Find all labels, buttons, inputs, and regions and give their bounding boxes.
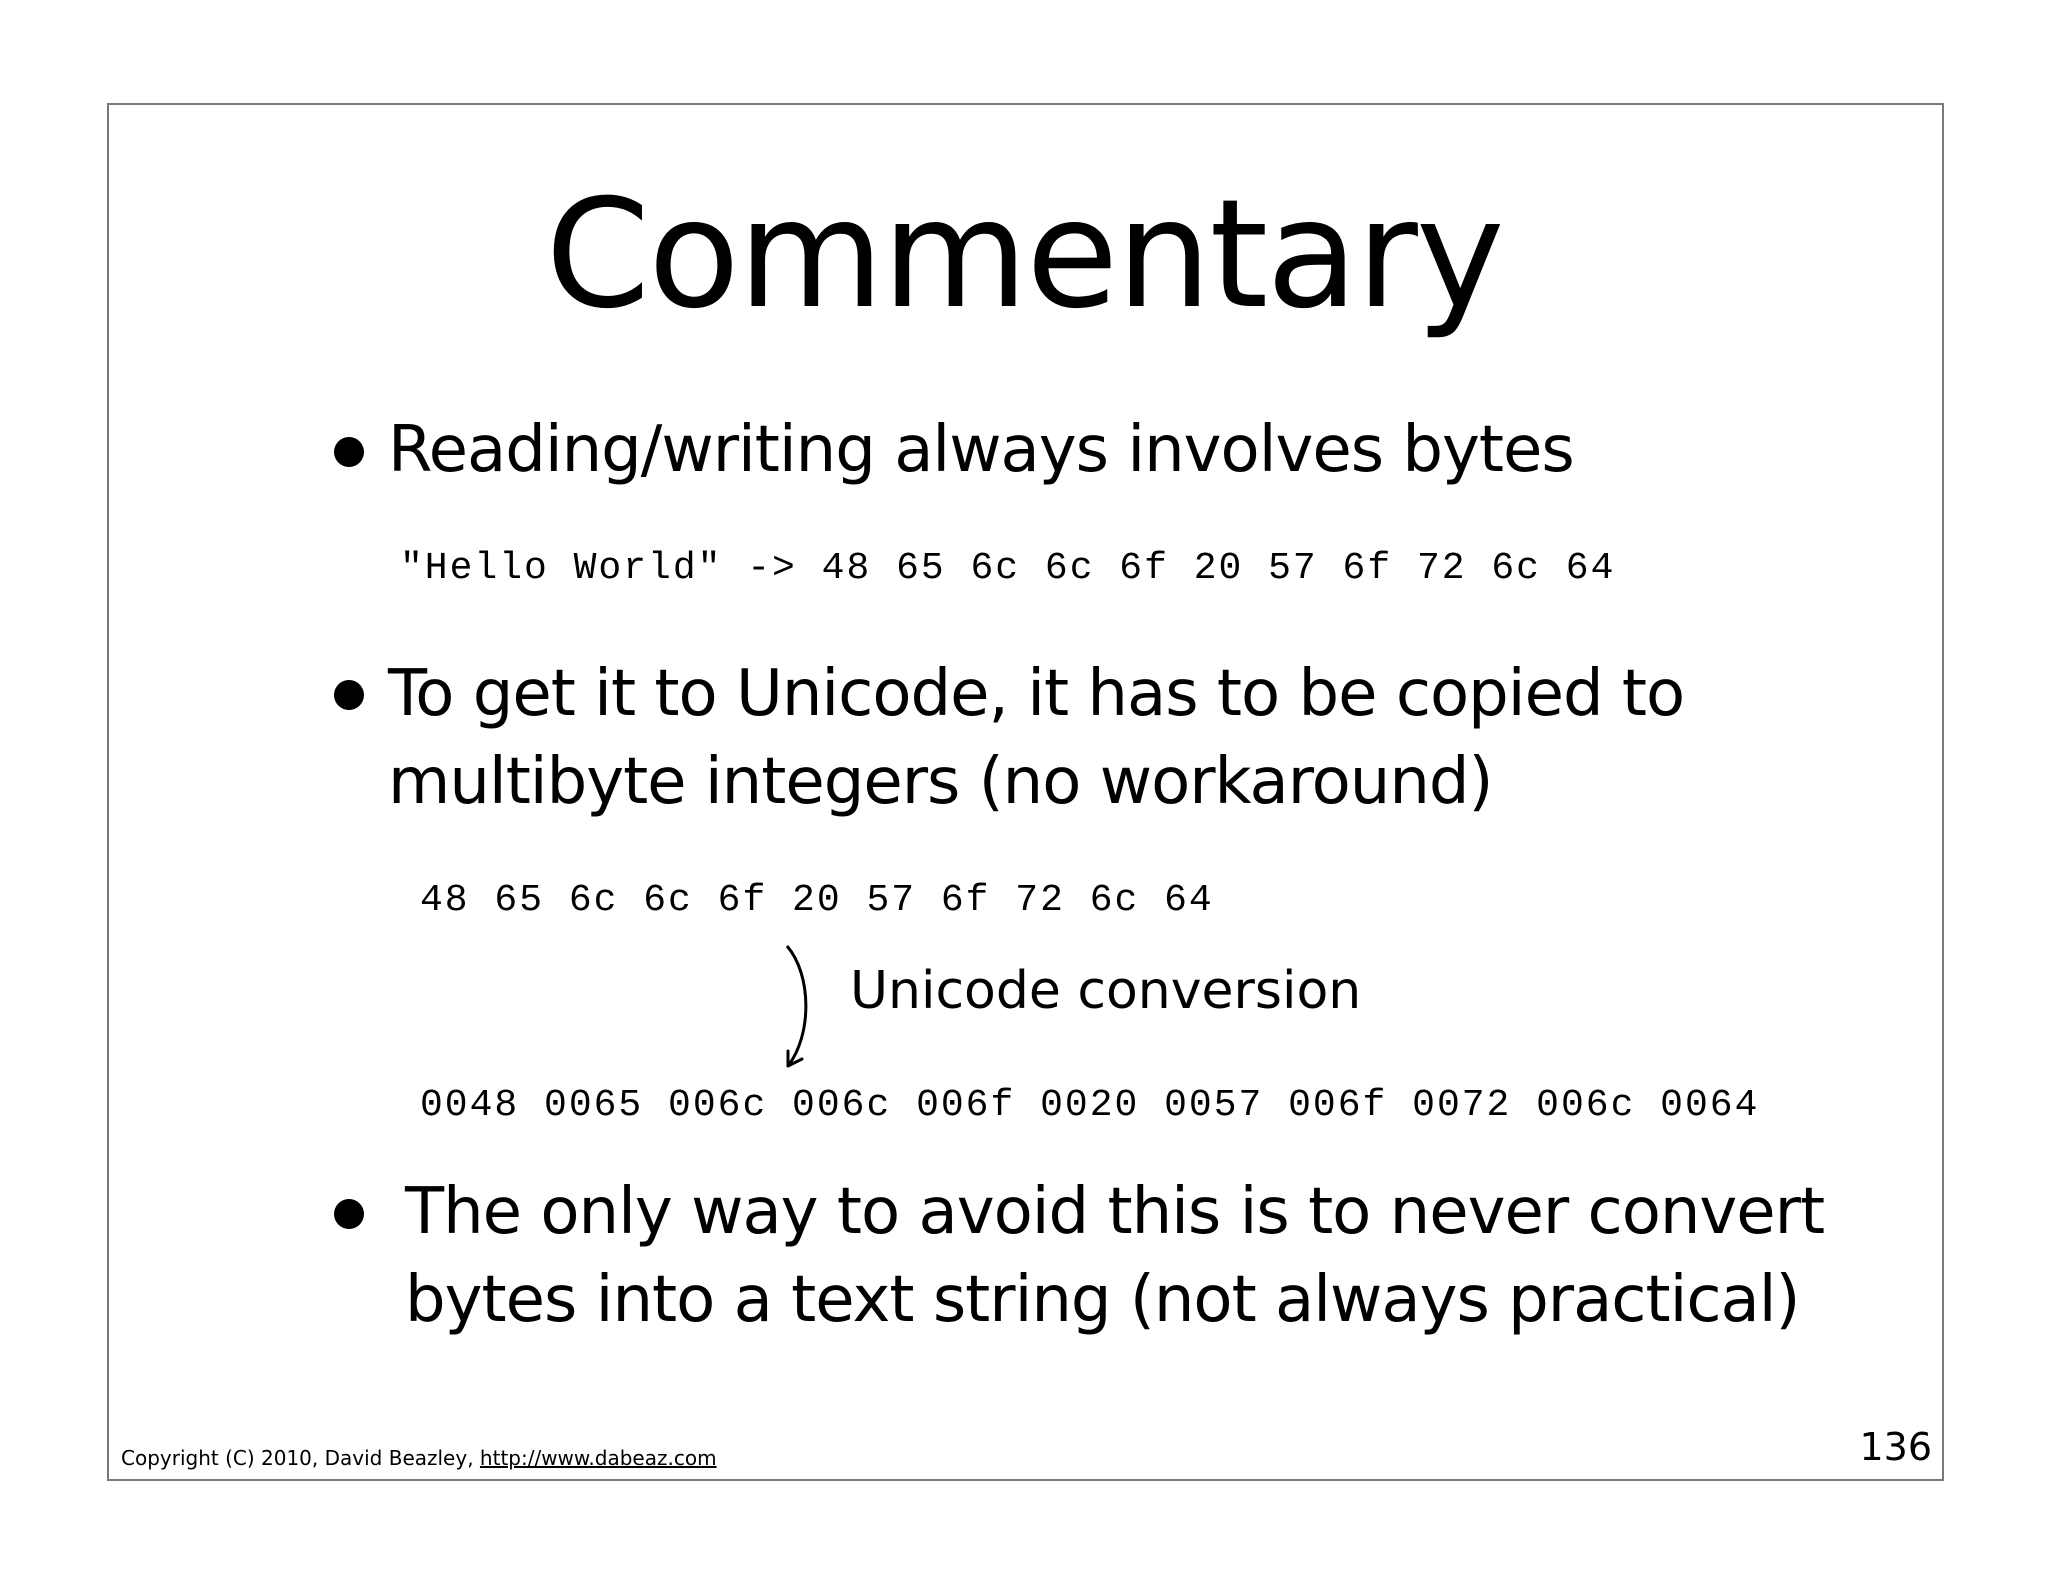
code-bytes: 48 65 6c 6c 6f 20 57 6f 72 6c 64: [420, 879, 1214, 922]
bullet-3-line-1: The only way to avoid this is to never convert: [405, 1175, 1825, 1249]
page-number: 136: [1859, 1425, 1932, 1469]
bullet-dot-icon: [334, 680, 364, 710]
bullet-1-text: Reading/writing always involves bytes: [388, 413, 1574, 487]
footer-copyright: Copyright (C) 2010, David Beazley,: [121, 1446, 480, 1470]
conversion-label: Unicode conversion: [850, 961, 1362, 1021]
code-hello-bytes: "Hello World" -> 48 65 6c 6c 6f 20 57 6f 72 6c 64: [400, 547, 1616, 590]
footer-link[interactable]: http://www.dabeaz.com: [479, 1446, 717, 1470]
bullet-2-line-1: To get it to Unicode, it has to be copied to: [388, 657, 1685, 731]
slide-title: Commentary: [545, 168, 1503, 342]
bullet-3-line-2: bytes into a text string (not always practical): [405, 1263, 1800, 1337]
code-unicode: 0048 0065 006c 006c 006f 0020 0057 006f 0072 006c 0064: [420, 1084, 1760, 1127]
curved-arrow-icon: [770, 940, 830, 1075]
bullet-dot-icon: [334, 1199, 364, 1229]
footer: [121, 1448, 717, 1468]
bullet-dot-icon: [334, 437, 364, 467]
bullet-2-line-2: multibyte integers (no workaround): [388, 745, 1493, 819]
